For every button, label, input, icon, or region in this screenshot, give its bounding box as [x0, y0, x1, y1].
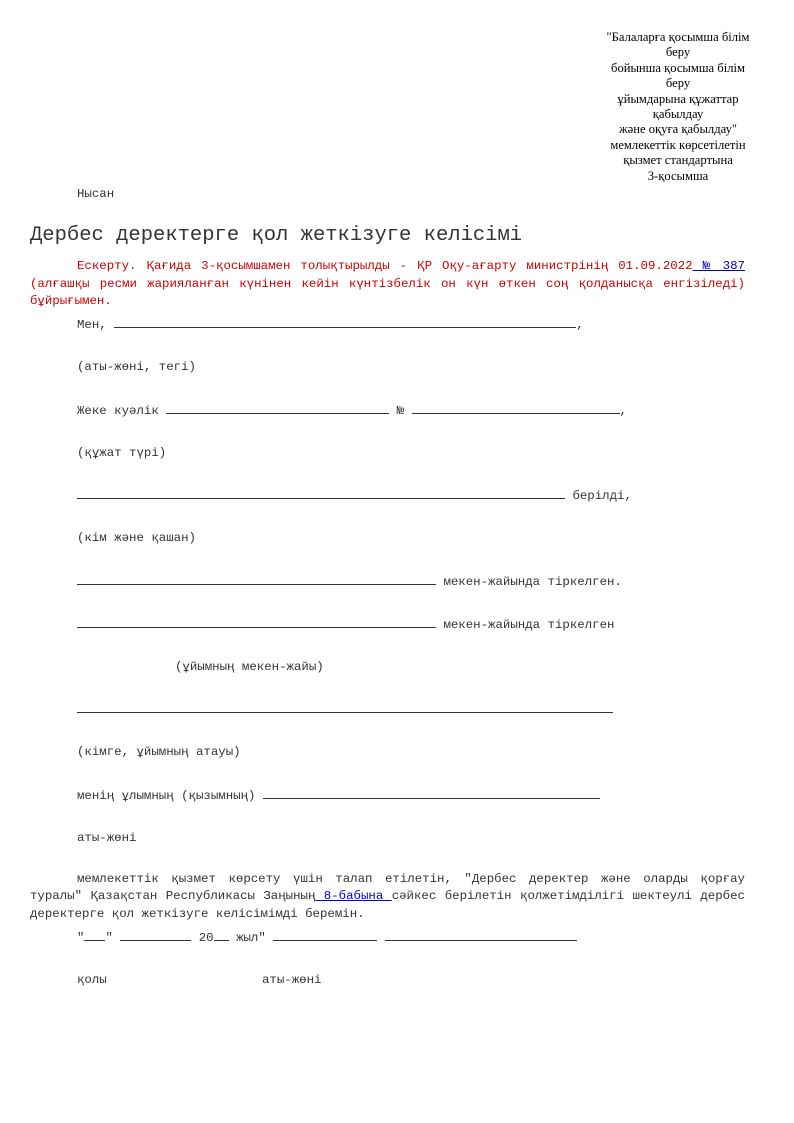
- year-suffix: жыл": [236, 930, 266, 945]
- note-text: Ескерту. Қағида 3-қосымшамен толықтырылды - ҚР Оқу-ағарту министрінің 01.09.2022: [77, 258, 693, 273]
- id-card-field[interactable]: [166, 402, 389, 414]
- quote-close: ": [105, 930, 113, 945]
- signature-field[interactable]: [273, 929, 377, 941]
- child-label: менің ұлымның (қызымның): [77, 788, 256, 803]
- issued-by-field[interactable]: [77, 487, 565, 499]
- me-label: Мен,: [77, 318, 107, 333]
- appendix-line: мемлекеттік көрсетілетін: [610, 137, 746, 152]
- comma: ,: [576, 318, 584, 333]
- child-name-caption: аты-жөні: [77, 830, 137, 845]
- org-address-caption: (ұйымның мекен-жайы): [175, 659, 324, 674]
- appendix-line: ұйымдарына құжаттар: [617, 91, 739, 106]
- registered-row-2: [30, 616, 745, 634]
- appendix-line: бойынша қосымша білім: [611, 60, 745, 75]
- signature-caption: қолы: [77, 972, 107, 987]
- appendix-line: "Балаларға қосымша білім: [606, 30, 750, 44]
- quote-open: ": [77, 930, 85, 945]
- child-row: [30, 787, 745, 805]
- comma: ,: [619, 403, 627, 418]
- signer-name-field[interactable]: [385, 929, 577, 941]
- org-name-row: [30, 701, 745, 719]
- appendix-line: 3-қосымша: [647, 168, 709, 183]
- registered-label: мекен-жайында тіркелген.: [443, 574, 622, 589]
- appendix-line: беру: [665, 45, 691, 60]
- issued-by-caption: (кім және қашан): [77, 531, 196, 546]
- form-label: Нысан: [77, 187, 115, 201]
- registered-address-field[interactable]: [77, 573, 436, 585]
- date-signature-row: [30, 929, 745, 947]
- registered-label: мекен-жайында тіркелген: [443, 617, 615, 632]
- consent-paragraph: [30, 871, 745, 924]
- to-whom-caption: (кімге, ұйымның атауы): [77, 745, 241, 760]
- month-field[interactable]: [120, 929, 191, 941]
- appendix-line: және оқуға қабылдау": [618, 122, 738, 137]
- name-caption: (аты-жөні, тегі): [77, 359, 196, 374]
- appendix-line: беру: [665, 76, 691, 91]
- issued-label: берілді,: [572, 489, 632, 504]
- child-name-field[interactable]: [263, 787, 600, 799]
- id-number-field[interactable]: [412, 402, 620, 414]
- appendix-line: қызмет стандартына: [623, 153, 733, 168]
- doc-type-caption: (құжат түрі): [77, 445, 167, 460]
- year-field[interactable]: [214, 929, 229, 941]
- consent-text: мемлекеттік қызмет көрсету үшін талап етілетін, "Дербес деректер және оларды қорғау туралы" Қазақстан Республикасы Заңының: [30, 871, 745, 904]
- full-name-field[interactable]: [114, 316, 576, 328]
- article-link[interactable]: 8-бабына: [315, 889, 392, 904]
- appendix-line: қабылдау: [652, 107, 704, 122]
- page-title: Дербес деректерге қол жеткізуге келісімі: [30, 223, 523, 247]
- note-text-end: (алғашқы ресми жарияланған күнінен кейін күнтізбелік он күн өткен соң қолданысқа енгізіледі) бұйрығымен.: [30, 276, 745, 309]
- signature-captions: [30, 972, 745, 990]
- id-card-row: [30, 402, 745, 420]
- year-prefix: 20: [198, 930, 214, 945]
- issued-row: [30, 487, 745, 505]
- org-name-field[interactable]: [77, 701, 613, 713]
- consent-text-end: сәйкес берілетін қолжетімділігі шектеулі дербес деректерге қол жеткізуге келісімімді беремін.: [30, 889, 745, 922]
- org-address-field[interactable]: [77, 616, 436, 628]
- document-body: [30, 186, 745, 990]
- registered-row-1: [30, 573, 745, 591]
- order-link[interactable]: № 387: [692, 258, 745, 273]
- number-sign: №: [396, 403, 405, 418]
- amendment-note: [30, 258, 745, 311]
- name-row: [30, 316, 745, 334]
- appendix-header: [586, 30, 770, 184]
- day-field[interactable]: [84, 929, 105, 941]
- id-card-label: Жеке куәлік: [77, 403, 159, 418]
- signer-name-caption: аты-жөні: [262, 972, 322, 987]
